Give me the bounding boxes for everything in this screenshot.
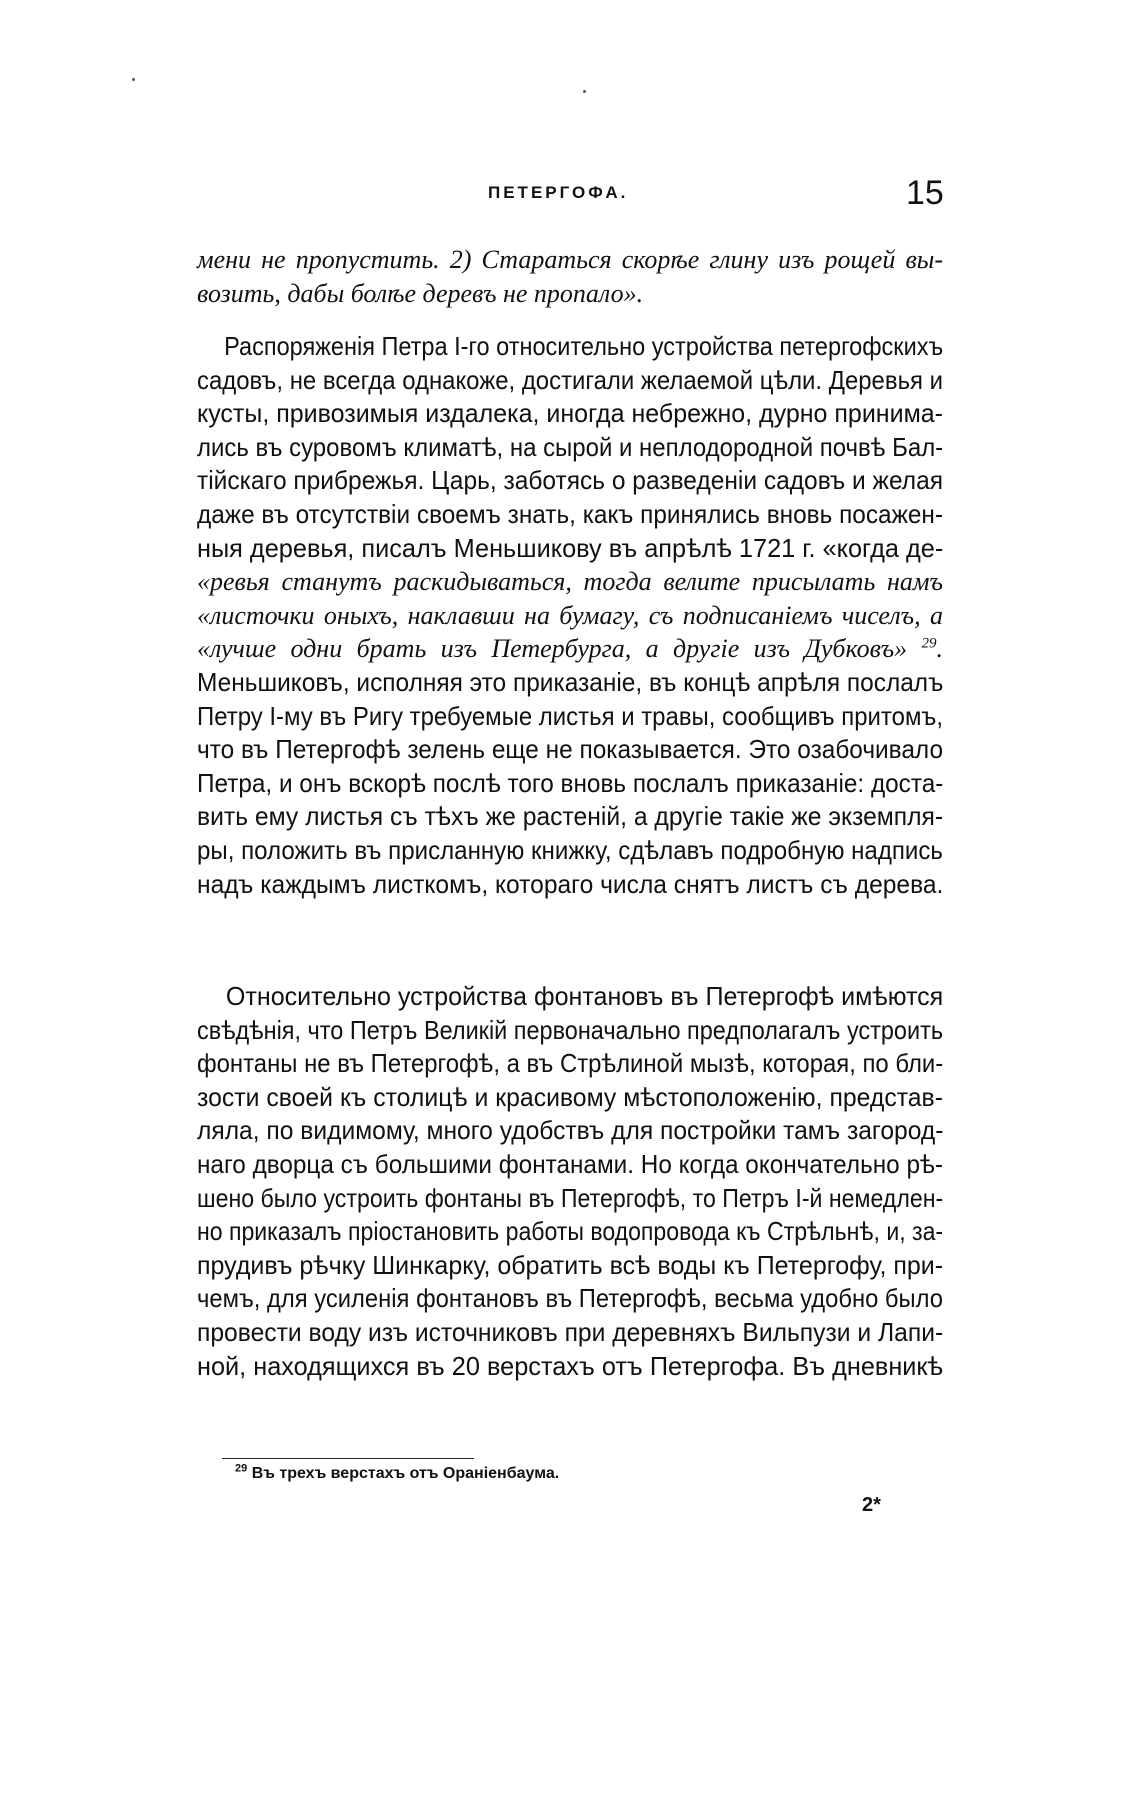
text-line: прудивъ рѣчку Шинкарку, обратить всѣ воды къ Петергофу, при-: [197, 1249, 944, 1280]
text-line: ной, находящихся въ 20 верстахъ отъ Петергофа. Въ дневникѣ: [197, 1350, 943, 1381]
text-line: ныя деревья, писалъ Меньшикову въ апрѣлѣ 1721 г. «когда де-: [197, 532, 944, 563]
text-line: лись въ суровомъ климатѣ, на сырой и неплодородной почвѣ Бал-: [197, 431, 944, 462]
text-line: чемъ, для усиленія фонтановъ въ Петергофѣ, весьма удобно было: [197, 1283, 943, 1314]
footnote-text: Въ трехъ верстахъ отъ Ораніенбаума.: [251, 1465, 560, 1482]
paragraph-peter-gardens: [197, 330, 943, 901]
text-line: провести воду изъ источниковъ при деревняхъ Вильпузи и Лапи-: [197, 1316, 944, 1347]
scan-speck: [132, 78, 135, 81]
text-line: тійскаго прибрежья. Царь, заботясь о разведеніи садовъ и желая: [197, 465, 944, 496]
scan-speck: [583, 90, 586, 93]
footnote-divider: [222, 1458, 474, 1459]
paragraph-fountains: [197, 980, 943, 1383]
footnote: [235, 1462, 560, 1483]
text-line: что въ Петергофѣ зелень еще не показывается. Это озабочивало: [197, 734, 944, 765]
text-line: Петру I-му въ Ригу требуемые листья и травы, сообщивъ притомъ,: [197, 700, 944, 731]
text-line-quote: «лучше одни брать изъ Петербурга, а другіе изъ Дубковъ»: [197, 634, 908, 664]
text-line: но приказалъ пріостановить работы водопровода къ Стрѣльнѣ, и, за-: [197, 1216, 944, 1247]
text-line: наго дворца съ большими фонтанами. Но когда окончательно рѣ-: [197, 1148, 943, 1179]
text-line: шено было устроить фонтаны въ Петергофѣ, то Петръ I-й немедлен-: [197, 1182, 944, 1213]
text-line: садовъ, не всегда однакоже, достигали желаемой цѣли. Деревья и: [197, 364, 944, 395]
running-header-title: ПЕТЕРГОФА.: [488, 183, 629, 202]
text-line: фонтаны не въ Петергофѣ, а въ Стрѣлиной мызѣ, которая, по бли-: [197, 1048, 944, 1079]
printer-signature-mark: 2*: [862, 1494, 881, 1516]
text-line: надъ каждымъ листкомъ, котораго числа снятъ листъ съ дерева.: [197, 868, 944, 899]
text-line: возить, дабы болѣе деревъ не пропало».: [197, 278, 644, 308]
text-line: вить ему листья съ тѣхъ же растеній, а другіе такіе же экземпля-: [197, 801, 944, 832]
footnote-reference: 29: [921, 635, 937, 652]
text-line: мени не пропустить. 2) Стараться скорѣе глину изъ рощей вы-: [197, 245, 943, 274]
text-line-quote: «листочки оныхъ, наклавши на бумагу, съ подписаніемъ чиселъ, а: [197, 600, 943, 630]
text-line: Меньшиковъ, исполняя это приказаніе, въ концѣ апрѣля послалъ: [197, 666, 944, 697]
text-line: ры, положить въ присланную книжку, сдѣлавъ подробную надпись: [197, 834, 943, 865]
page-number: 15: [906, 174, 944, 212]
text-line: Относительно устройства фонтановъ въ Петергофѣ имѣются: [225, 981, 944, 1011]
text-line: свѣдѣнія, что Петръ Великій первоначально предполагалъ устроить: [197, 1014, 944, 1045]
text-line: кусты, привозимыя издалека, иногда небрежно, дурно принима-: [197, 398, 943, 429]
text-line-quote-with-footnote: «лучше одни брать изъ Петербурга, а другіе изъ Дубковъ» $^{29}$.: [197, 634, 943, 664]
text-line: Петра, и онъ вскорѣ послѣ того вновь послалъ приказаніе: доста-: [197, 767, 944, 798]
text-line: Распоряженія Петра I-го относительно устройства петергофскихъ: [224, 331, 944, 361]
paragraph-quote-continuation: [197, 243, 943, 310]
text-line: даже въ отсутствіи своемъ знать, какъ принялись вновь посажен-: [197, 498, 944, 529]
text-line: зости своей къ столицѣ и красивому мѣстоположенію, представ-: [197, 1081, 943, 1112]
text-line-quote: «ревья станутъ раскидываться, тогда велите присылать намъ: [197, 567, 943, 597]
footnote-number: 29: [235, 1462, 248, 1475]
text-line: ляла, по видимому, много удобствъ для постройки тамъ загород-: [197, 1115, 944, 1146]
